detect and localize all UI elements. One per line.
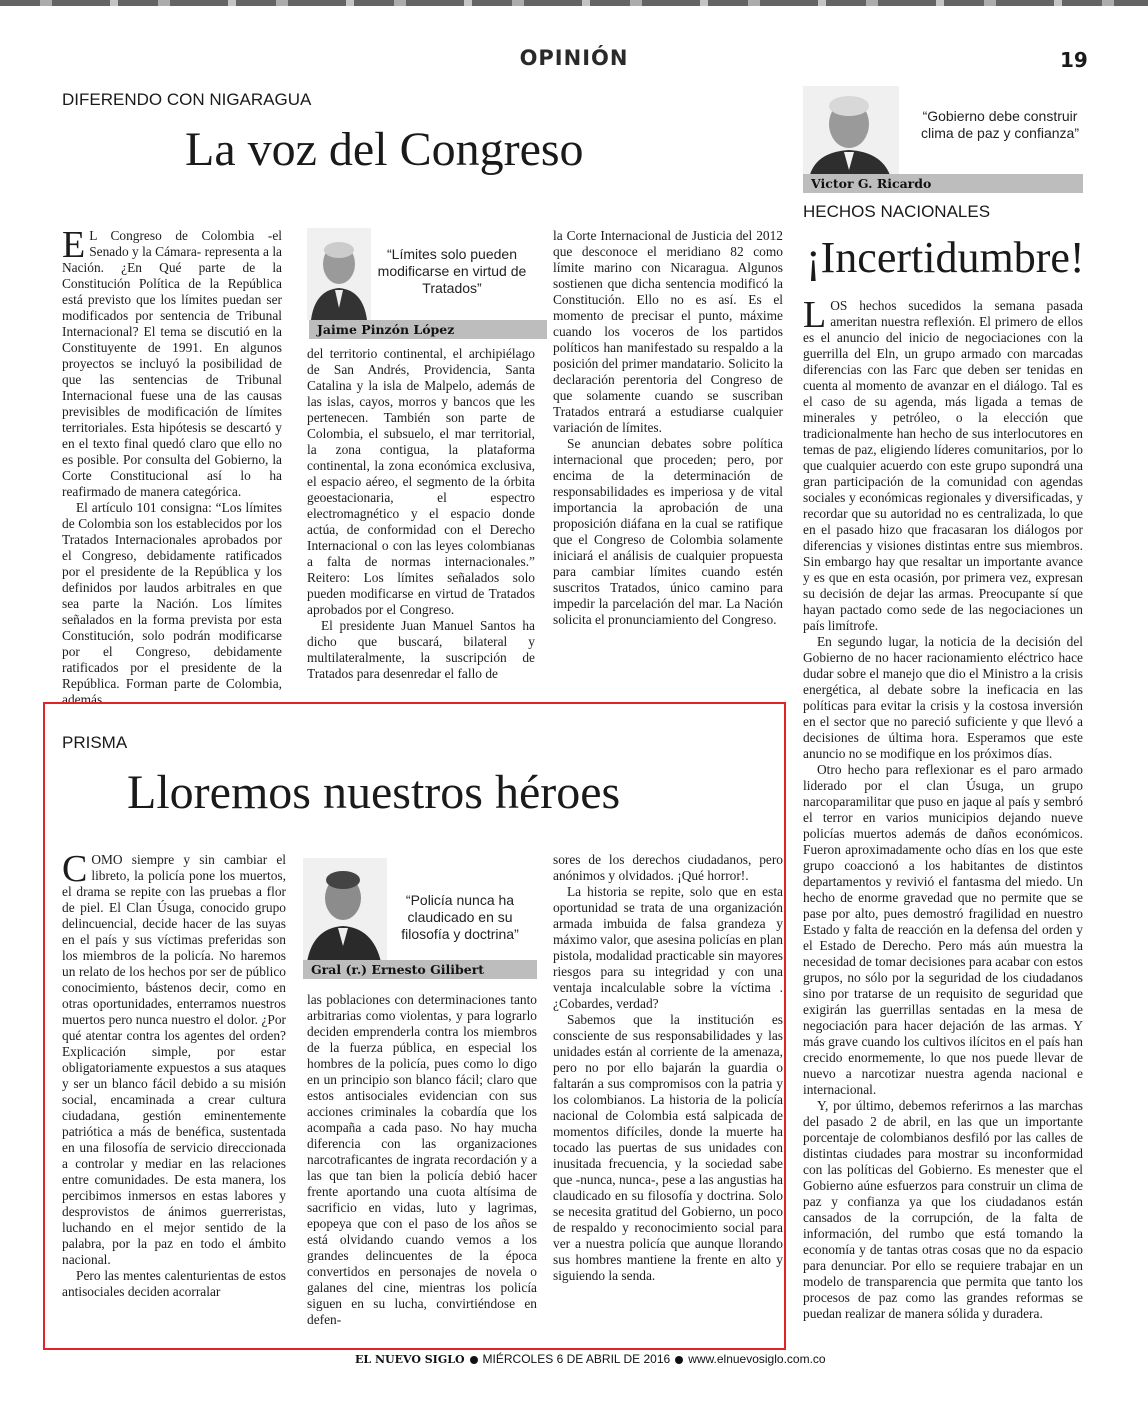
article1-pullquote: “Límites solo pueden modificarse en virtud de Tratados” <box>377 246 527 296</box>
article2-pullquote: “Gobierno debe construir clima de paz y confianza” <box>921 108 1079 141</box>
article2-column <box>803 294 1083 1344</box>
article1-author-box <box>307 228 537 338</box>
article3-column-2 <box>307 992 537 1340</box>
article1-col1-para-2: El artículo 101 consigna: “Los límites de Colombia son los establecidos por los Tratados Internacionales aprobados por el Congreso, debidamente ratificados por el presidente de la República y los definidos por laudos arbitrales en que sea parte la Nación. Los límites señalados en la forma prevista por esta Constitución, solo podrán modificarse por el Congreso, debidamente ratificados por el presidente de la República. Forman parte de Colombia, además <box>62 500 282 707</box>
article3-pullquote: “Policía nunca ha claudicado en su filosofía y doctrina” <box>401 892 519 942</box>
article3-dropcap: C <box>62 848 88 890</box>
article3-author-box <box>303 858 537 978</box>
article3-column-1 <box>62 848 286 1340</box>
article1-title: La voz del Congreso <box>185 123 584 176</box>
article3-col3-para-2: La historia se repite, solo que en esta oportunidad se trata de una organización armada imbuida de falsa grandeza y máximo valor, que asesina policías en plan pistola, modalidad practicable sin mayores riesgos para su integridad y con una ventaja incalculable sobre la víctima .¿Cobardes, verdad? <box>553 884 783 1011</box>
article1-col2-para-1: del territorio continental, el archipiélago de San Andrés, Providencia, Santa Catalina y la isla de Malpelo, además de las islas, cayos, morros y bancos que les pertenecen. También son parte de Colombia, el subsuelo, el mar territorial, la zona contigua, la plataforma continental, la zona económica exclusiva, el espacio aéreo, el segmento de la órbita geoestacionaria, el espectro electromagnético y el espacio donde actúa, de conformidad con el Derecho Internacional o con las leyes colombianas a falta de normas internacionales.” Reitero: Los límites señalados solo pueden modificarse en virtud de Tratados aprobados por el Congreso. <box>307 346 535 617</box>
article3-column-3 <box>553 852 783 1340</box>
article1-dropcap: E <box>62 224 86 266</box>
article1-column-1 <box>62 224 282 707</box>
article3-col2-para-1: las poblaciones con determinaciones tanto arbitrarias como violentas, y para lograrlo deciden emprenderla contra los miembros de la fuerza pública, en especial los hombres de la policía, pues como lo digo en un principio son blanco fácil; claro que estos antisociales evidencian con sus acciones criminales la cobardía que los acompaña a cada paso. No hay mucha diferencia con las organizaciones narcotraficantes de ingrata recordación y a las que tan bien la policía debió hacer frente aportando una cuota altísima de sacrificio en vidas, luto y lagrimas, epopeya que con el paso de los años se está olvidando cuando vemos a los grandes delincuentes de la época convertidos en personajes de novela o galanes del cine, mientras los policía siguen en su lucha, convirtiéndose en defen- <box>307 992 537 1327</box>
article2-para-1: OS hechos sucedidos la semana pasada ameritan nuestra reflexión. El primero de ellos es el anuncio del inicio de negociaciones con la guerrilla del Eln, un grupo armado con marcadas diferencias con las Farc que deben ser tenidas en cuenta al momento de avanzar en el diálogo. Tal es el caso de su agenda, más ligada a temas de minerales y petróleo, o la elección que tradicionalmente han hecho de sus interlocutores en temas de paz, eligiendo líderes comunitarios, por lo que cualquier acuerdo con este grupo supondrá una gran participación de la comunidad con agendas sociales y económicas regionales y diversificadas, y recordar que su autoridad no es centralizada, lo que en el pasado hizo que fracasaran los diálogos por diferencias y visiones distintas entre sus miembros. Sin embargo hay que resaltar un importante avance y es que en esta ocasión, por primera vez, expresan su decisión de dejar las armas. Preocupante sí que hayan pactado como sede de las negociaciones un país limítrofe. <box>803 298 1083 633</box>
article1-column-3 <box>553 228 783 696</box>
article3-title: Lloremos nuestros héroes <box>127 766 621 819</box>
article1-kicker: DIFERENDO CON NIGARAGUA <box>62 90 312 109</box>
article1-author-name: Jaime Pinzón López <box>309 320 547 339</box>
article3-col3-para-3: Sabemos que la institución es consciente de sus responsabilidades y las unidades están al corriente de la amenaza, pero no por ello bajarán la guardia o faltarán a sus compromisos con la patria y los colombianos. La historia de la policía nacional de Colombia está salpicada de momentos difíciles, donde la muerte ha tocado las puertas de sus unidades con inusitada frecuencia, y la sociedad sabe que -nunca, nunca-, pese a las angustias ha claudicado en su filosofía y doctrina. Solo se necesita gratitud del Gobierno, un poco de respaldo y reconocimiento social para ver a nuestra policía que aunque llorando sus hombres mantiene la frente en alto y siguiendo la senda. <box>553 1012 783 1283</box>
article1-col2-para-2: El presidente Juan Manuel Santos ha dicho que buscará, bilateral y multilateralmente, la suscripción de Tratados para desenredar el fallo de <box>307 618 535 681</box>
article3-col1-para-1: OMO siempre y sin cambiar el libreto, la policía pone los muertos, el drama se repite con las pruebas a flor de piel. El Clan Úsuga, conocido grupo delincuencial, decide hacer de las suyas en el país y sus víctimas preferidas son los miembros de la policía. No haremos un relato de los hechos por ser de público conocimiento, bástenos decir, como en otras oportunidades, enterramos nuestros muertos pero nunca nuestro el dolor. ¿Por qué atentar contra los agentes del orden? Explicación simple, por estar obligatoriamente expuestos a sus ataques y ser un blanco fácil debido a su misión social, encaminada a crear cultura ciudadana, gestión eminentemente patriótica a más de benéfica, sustentada en una filosofía de servicio direccionada a controlar y mediar en las relaciones entre comunidades. De esta manera, los percibimos inmersos en estas labores y desprovistos de ánimos guerreristas, luchando en el mejor sentido de la palabra, por la paz en todo el ámbito nacional. <box>62 852 286 1267</box>
author-photo-ernesto <box>303 858 387 962</box>
article2-kicker: HECHOS NACIONALES <box>803 202 991 221</box>
footer-brand: EL NUEVO SIGLO <box>355 1353 465 1366</box>
article1-column-2 <box>307 346 535 696</box>
article3-col3-para-1: sores de los derechos ciudadanos, pero anónimos y olvidados. ¡Qué horror!. <box>553 852 783 883</box>
article2-author-name: Victor G. Ricardo <box>803 174 1083 193</box>
page-number: 19 <box>1060 48 1088 72</box>
article2-para-3: Otro hecho para reflexionar es el paro armado liderado por el clan Úsuga, un grupo narcoparamilitar que puso en jaque al país y sembró el terror en varios municipios dejando nueve policías muertos además de daños económicos. Fueron aproximadamente ocho días en los que este grupo coaccionó a los habitantes de distintos departamentos y revivió el fantasma del miedo. Un hecho de enorme gravedad que no permite que se pase por alto, pues demostró fragilidad en nuestro Estado y falta de reacción en la defensa del orden y el Estado de Derecho. Pero más aún muestra la necesidad de tomar decisiones para acabar con estos grupos, no sólo por la seguridad de los ciudadanos sino por tratarse de un requisito de seguridad que exigirán las guerrillas sentadas en la mesa de negociación para hacer dejación de las armas. Y más grave cuando los cultivos ilícitos en el país han crecido enormemente, lo que nos puede llevar de nuevo a narcotizar nuestra agenda nacional e internacional. <box>803 762 1083 1097</box>
article3-col1-para-2: Pero las mentes calenturientas de estos antisociales deciden acorralar <box>62 1268 286 1299</box>
article2-para-2: En segundo lugar, la noticia de la decisión del Gobierno de no hacer racionamiento eléctrico hace dudar sobre el manejo que dio el Ministro a la crisis energética, al debate sobre la ineficacia en las políticas para evitar la crisis y la costosa inversión en el sector que no pareció suficiente y que llevó a decisiones de última hora. Esperamos que este anuncio no se modifique en los próximos días. <box>803 634 1083 761</box>
article3-author-name: Gral (r.) Ernesto Gilibert <box>303 960 537 979</box>
article3-kicker: PRISMA <box>62 733 128 752</box>
footer-date: MIÉRCOLES 6 DE ABRIL DE 2016 <box>482 1352 671 1366</box>
bullet-icon <box>675 1356 683 1364</box>
article2-para-4: Y, por último, debemos referirnos a las marchas del pasado 2 de abril, en las que un importante porcentaje de colombianos desfiló por las calles de distintas ciudades para mostrar su inconformidad con las políticas del Gobierno. Es menester que el Gobierno aúne esfuerzos para construir un clima de paz y confianza ya que los ciudadanos están cansados de la corrupción, de la falta de información, del rumbo que está tomando la economía y de tantas otras cosas que no da espacio para denunciar. Por ello se requiere trabajar en un modelo de transparencia que permita que tanto los procesos de paz como las grandes reformas se puedan realizar de manera sólida y duradera. <box>803 1098 1083 1321</box>
author-photo-victor <box>803 86 899 178</box>
page-footer <box>355 1352 826 1366</box>
author-photo-jaime <box>307 228 371 320</box>
article2-title: ¡Incertidumbre! <box>806 233 1085 282</box>
article2-author-box <box>803 86 1085 192</box>
footer-url[interactable]: www.elnuevosiglo.com.co <box>688 1352 826 1366</box>
article1-col3-para-2: Se anuncian debates sobre política internacional que proceden; pero, por encima de la determinación de responsabilidades es imperiosa y de vital importancia la aprobación de una proposición diáfana en la cual se ratifique que el Congreso de Colombia solamente iniciará el análisis de cualquier propuesta para cambiar límites cuando estén suscritos Tratados, único camino para impedir la parcelación del mar. La Nación solicita el pronunciamiento del Congreso. <box>553 436 783 627</box>
article2-dropcap: L <box>803 294 827 336</box>
article1-col3-para-1: la Corte Internacional de Justicia del 2012 que desconoce el meridiano 82 como límite marino con Nicaragua. Algunos sostienen que dicha sentencia modificó la Constitución. Ello no es así. Es el momento de precisar el punto, máxime cuando los voceros de los partidos políticos han manifestado su respaldo a la posición del primer mandatario. Solicito la declaración perentoria del Congreso de que solamente cuando se suscriban Tratados entrará a estudiarse cualquier variación de límites. <box>553 228 783 435</box>
article1-col1-para-1: L Congreso de Colombia -el Senado y la Cámara- representa a la Nación. ¿En Qué parte de la Constitución Política de la República está previsto que los límites puedan ser modificados por sentencia de Tribunal Internacional? El tema se discutió en la Constituyente de 1991. En algunos proyectos se incluyó la posibilidad de que las sentencias de Tribunal Internacional fuese una de las causas previsibles de modificación de límites territoriales. Esta hipótesis se descartó y en el texto final quedó claro que ello no es posible. Por consulta del Gobierno, la Corte Constitucional así lo ha reafirmado de manera categórica. <box>62 228 282 499</box>
top-rule <box>0 0 1148 6</box>
bullet-icon <box>470 1356 478 1364</box>
section-header: OPINIÓN <box>519 46 629 70</box>
